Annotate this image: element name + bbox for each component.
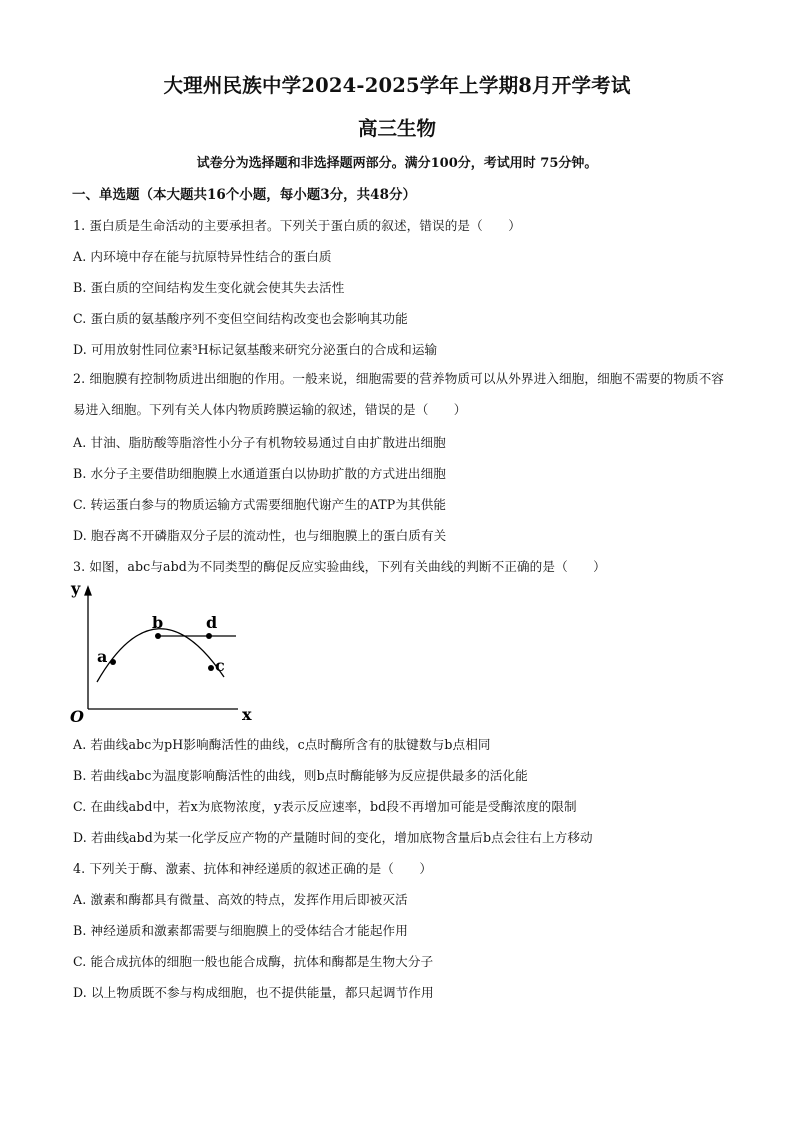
- point-d: [206, 633, 212, 639]
- point-c: [208, 665, 214, 671]
- exam-subject: 高三生物: [357, 117, 436, 140]
- question-2-stem: 2. 细胞膜有控制物质进出细胞的作用。一般来说，细胞需要的营养物质可以从外界进入细胞，细胞不需要的物质不容易进入细胞。下列有关人体内物质跨膜运输的叙述，错误的是（ ）: [73, 371, 725, 417]
- question-1-option-c: C. 蛋白质的氨基酸序列不变但空间结构改变也会影响其功能: [73, 311, 408, 326]
- point-b: [155, 633, 161, 639]
- question-2-option-a: A. 甘油、脂肪酸等脂溶性小分子有机物较易通过自由扩散进出细胞: [73, 435, 446, 450]
- question-4-option-b: B. 神经递质和激素都需要与细胞膜上的受体结合才能起作用: [73, 923, 408, 938]
- x-axis-label: x: [242, 705, 252, 724]
- section-title: 一、单选题（本大题共16个小题，每小题3分，共48分）: [72, 187, 416, 203]
- question-1-stem: 1. 蛋白质是生命活动的主要承担者。下列关于蛋白质的叙述，错误的是（ ）: [73, 218, 521, 233]
- exam-note: 试卷分为选择题和非选择题两部分。满分100分，考试用时 75分钟。: [196, 156, 598, 171]
- question-3-option-a: A. 若曲线abc为pH影响酶活性的曲线，c点时酶所含有的肽键数与b点相同: [73, 737, 491, 752]
- question-2-option-d: D. 胞吞离不开磷脂双分子层的流动性，也与细胞膜上的蛋白质有关: [73, 528, 447, 543]
- question-1-option-d: D. 可用放射性同位素³H标记氨基酸来研究分泌蛋白的合成和运输: [73, 342, 438, 357]
- question-2-option-c: C. 转运蛋白参与的物质运输方式需要细胞代谢产生的ATP为其供能: [73, 497, 447, 512]
- point-a: [110, 659, 116, 665]
- question-4-stem: 4. 下列关于酶、激素、抗体和神经递质的叙述正确的是（ ）: [73, 861, 433, 876]
- exam-title: 大理州民族中学2024-2025学年上学期8月开学考试: [163, 74, 631, 97]
- question-4-option-c: C. 能合成抗体的细胞一般也能合成酶，抗体和酶都是生物大分子: [73, 954, 434, 969]
- question-4-option-a: A. 激素和酶都具有微量、高效的特点，发挥作用后即被灭活: [73, 892, 408, 907]
- question-4-option-d: D. 以上物质既不参与构成细胞，也不提供能量，都只起调节作用: [73, 985, 434, 1000]
- y-axis-label: y: [71, 579, 81, 598]
- label-a: a: [97, 647, 108, 666]
- question-1-option-b: B. 蛋白质的空间结构发生变化就会使其失去活性: [73, 280, 345, 295]
- origin-label: O: [70, 707, 84, 726]
- question-2-option-b: B. 水分子主要借助细胞膜上水通道蛋白以协助扩散的方式进出细胞: [73, 466, 446, 481]
- label-c: c: [215, 656, 225, 675]
- question-3-option-b: B. 若曲线abc为温度影响酶活性的曲线，则b点时酶能够为反应提供最多的活化能: [73, 768, 528, 783]
- label-d: d: [206, 613, 218, 632]
- enzyme-curve-figure: [66, 574, 266, 726]
- question-3-option-d: D. 若曲线abd为某一化学反应产物的产量随时间的变化，增加底物含量后b点会往右上方移动: [73, 830, 593, 845]
- label-b: b: [152, 613, 164, 632]
- question-3-option-c: C. 在曲线abd中，若x为底物浓度，y表示反应速率，bd段不再增加可能是受酶浓度的限制: [73, 799, 577, 814]
- question-1-option-a: A. 内环境中存在能与抗原特异性结合的蛋白质: [73, 249, 332, 264]
- question-3-stem: 3. 如图，abc与abd为不同类型的酶促反应实验曲线，下列有关曲线的判断不正确的是（ ）: [73, 559, 606, 574]
- y-axis-arrow: [85, 587, 91, 595]
